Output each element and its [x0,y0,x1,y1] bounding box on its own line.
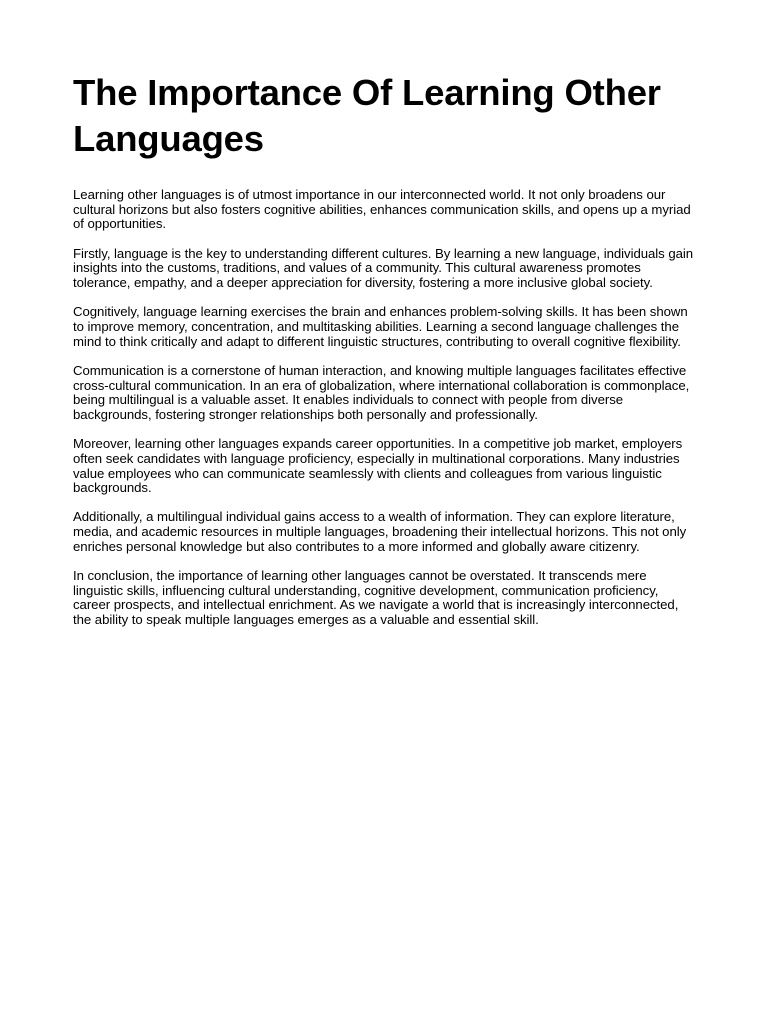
paragraph-introduction: Learning other languages is of utmost importance in our interconnected world. It not only broadens our cultural horizons but also fosters cognitive abilities, enhances communication skills, and opens up a myriad of opportunities. [73,187,691,232]
paragraph-cognition: Cognitively, language learning exercises the brain and enhances problem-solving skills. It has been shown to improve memory, concentration, and multitasking abilities. Learning a second language challenges the mind to think critically and adapt to different linguistic structures, contributing to overall cognitive flexibility. [73,304,688,349]
paragraph-culture: Firstly, language is the key to understanding different cultures. By learning a new language, individuals gain insights into the customs, traditions, and values of a community. This cultural awareness promotes tolerance, empathy, and a deeper appreciation for diversity, fostering a more inclusive global society. [73,245,694,291]
paragraph-conclusion: In conclusion, the importance of learning other languages cannot be overstated. It transcends mere linguistic skills, influencing cultural understanding, cognitive development, communication proficiency, career prospects, and intellectual enrichment. As we navigate a world that is increasingly interconnected, the ability to speak multiple languages emerges as a valuable and essential skill. [73,568,679,628]
paragraph-communication: Communication is a cornerstone of human interaction, and knowing multiple languages facilitates effective cross-cultural communication. In an era of globalization, where international collaboration is commonplace, being multilingual is a valuable asset. It enables individuals to connect with people from diverse backgrounds, fostering stronger relationships both personally and professionally. [73,362,690,422]
paragraph-information: Additionally, a multilingual individual gains access to a wealth of information. They can explore literature, media, and academic resources in multiple languages, broadening their intellectual horizons. This not only enriches personal knowledge but also contributes to a more informed and globally aware citizenry. [73,509,687,554]
document-title: The Importance Of Learning Other Languages [73,72,661,159]
document-page [73,70,697,642]
paragraph-career: Moreover, learning other languages expands career opportunities. In a competitive job market, employers often seek candidates with language proficiency, especially in multinational corporations. Many industries value employees who can communicate seamlessly with clients and colleagues from various linguistic backgrounds. [73,436,683,496]
